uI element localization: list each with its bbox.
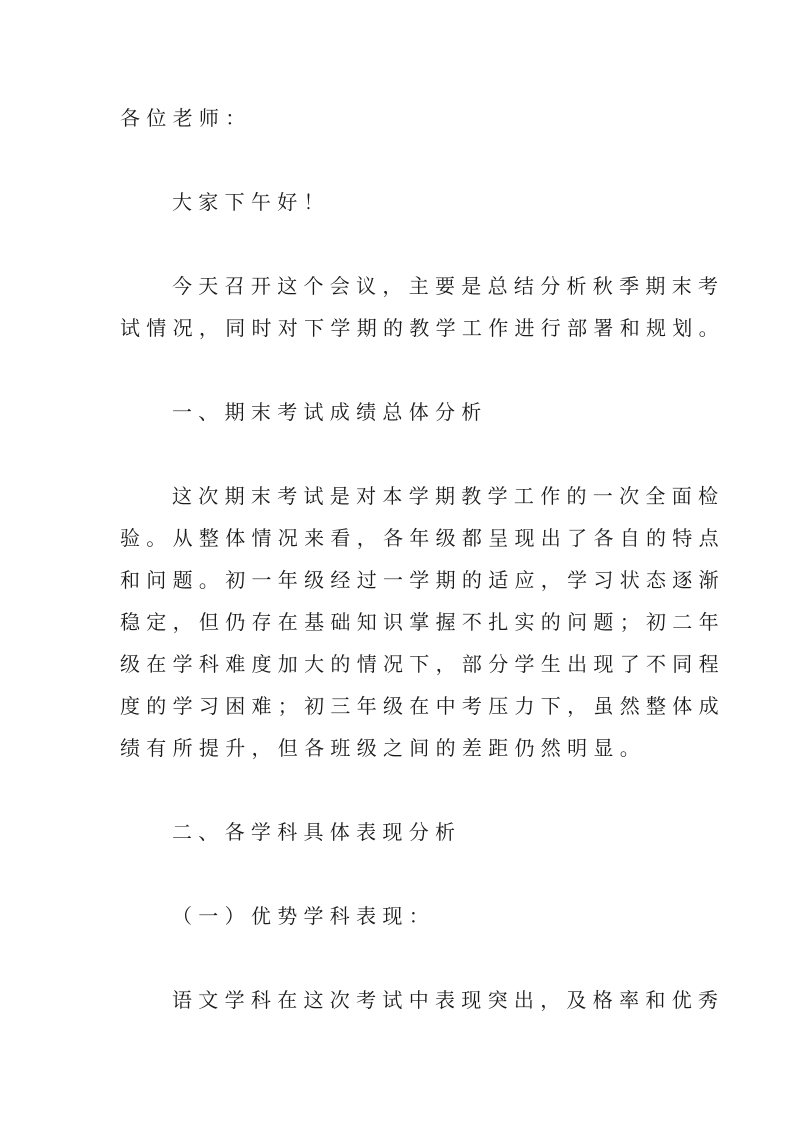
- paragraph: [120, 895, 700, 937]
- paragraph: [120, 979, 725, 1021]
- document-body: [120, 97, 725, 1063]
- paragraph: [120, 391, 700, 433]
- paragraph: [120, 181, 700, 223]
- text-line: （一）优势学科表现：: [172, 904, 435, 928]
- text-line: 二、各学科具体表现分析: [172, 820, 462, 844]
- text-line: 一、期末考试成绩总体分析: [172, 400, 488, 424]
- text-line: 绩有所提升，但各班级之间的差距仍然明显。: [120, 736, 646, 760]
- text-line: 试情况，同时对下学期的教学工作进行部署和规划。: [120, 316, 725, 340]
- paragraph: [120, 97, 700, 139]
- text-line: 验。从整体情况来看，各年级都呈现出了各自的特点: [120, 526, 725, 550]
- text-line: 度的学习困难；初三年级在中考压力下，虽然整体成: [120, 694, 725, 718]
- text-line: 各位老师：: [120, 106, 252, 130]
- text-line: 和问题。初一年级经过一学期的适应，学习状态逐渐: [120, 568, 725, 592]
- text-line: 这次期末考试是对本学期教学工作的一次全面检: [172, 484, 725, 508]
- text-line: 今天召开这个会议，主要是总结分析秋季期末考: [172, 274, 725, 298]
- paragraph: [120, 265, 725, 349]
- text-line: 稳定，但仍存在基础知识掌握不扎实的问题；初二年: [120, 610, 725, 634]
- paragraph: [120, 475, 725, 769]
- paragraph: [120, 811, 700, 853]
- text-line: 大家下午好！: [172, 190, 330, 214]
- text-line: 级在学科难度加大的情况下，部分学生出现了不同程: [120, 652, 725, 676]
- text-line: 语文学科在这次考试中表现突出，及格率和优秀: [172, 988, 725, 1012]
